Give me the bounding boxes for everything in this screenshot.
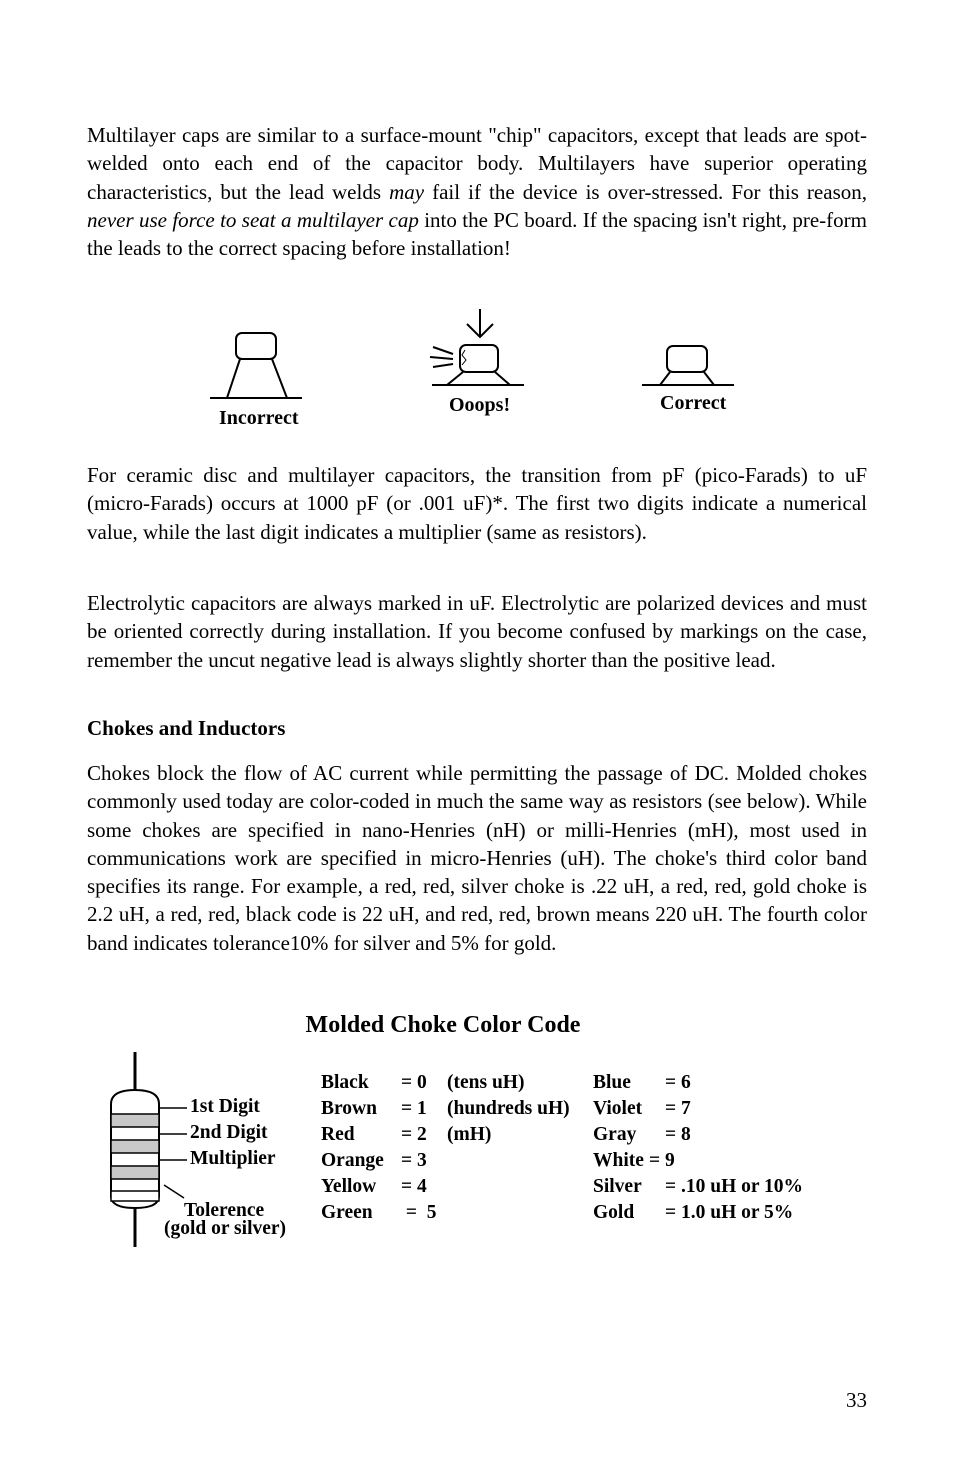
paragraph-electrolytic: Electrolytic capacitors are always marked in uF. Electrolytic are polarized devices and must be oriented correctly during installation. If you become confused by markings on the case, remember the uncut negative lead is always slightly shorter than the positive lead.: [87, 591, 867, 672]
band-second: [111, 1140, 159, 1153]
band-label-tolerance-note: (gold or silver): [164, 1218, 287, 1239]
code-row-violet: Violet = 7: [593, 1098, 691, 1119]
correct-capacitor-body: [667, 346, 707, 372]
label-correct: Correct: [660, 392, 727, 414]
band-first: [111, 1114, 159, 1127]
code-row-blue: Blue = 6: [593, 1072, 691, 1093]
paragraph-chokes: Chokes block the flow of AC current while permitting the passage of DC. Molded chokes commonly used today are color-coded in much the same way as resistors (see below). While some chokes are specified in nano-Henries (nH) or milli-Henries (mH), most used in communications work are specified in micro-Henries (uH). The choke's third color band specifies its range. For example, a red, red, silver choke is .22 uH, a red, red, gold choke is 2.2 uH, a red, red, black code is 22 uH, and red, red, brown means 220 uH. The fourth color band indicates tolerance10% for silver and 5% for gold.: [87, 761, 867, 955]
code-row-red: Red = 2 (mH): [321, 1124, 492, 1145]
code-row-gray: Gray = 8: [593, 1124, 691, 1145]
label-ooops: Ooops!: [449, 394, 511, 416]
page-number: 33: [846, 1388, 867, 1412]
band-label-second: 2nd Digit: [190, 1122, 268, 1143]
section-heading: Chokes and Inductors: [87, 716, 286, 740]
code-row-green: Green = 5: [321, 1202, 437, 1223]
code-row-orange: Orange = 3: [321, 1150, 427, 1171]
band-tolerance: [111, 1191, 159, 1201]
code-row-gold: Gold = 1.0 uH or 5%: [593, 1202, 794, 1223]
paragraph-multilayer: Multilayer caps are similar to a surface-mount "chip" capacitors, except that leads are spot-welded onto each end of the capacitor body. Multilayers have superior operating characteristics, but the lead welds may fail if the device is over-stressed. For this reason, never use force to seat a multilayer cap into the PC board. If the spacing isn't right, pre-form the leads to the correct spacing before installation!: [87, 123, 867, 261]
code-row-silver: Silver = .10 uH or 10%: [593, 1176, 804, 1197]
emphasis-warning: never use force to seat a multilayer cap: [87, 207, 419, 232]
paragraph-ceramic: For ceramic disc and multilayer capacitors, the transition from pF (pico-Farads) to uF (micro-Farads) occurs at 1000 pF (or .001 uF)*. The first two digits indicate a numerical value, while the last digit indicates a multiplier (same as resistors).: [87, 463, 867, 544]
band-multiplier: [111, 1166, 159, 1179]
ooops-capacitor-body: [460, 345, 498, 372]
choke-color-code-title: Molded Choke Color Code: [305, 1012, 581, 1038]
band-label-tolerance: Tolerence: [184, 1200, 265, 1221]
code-row-black: Black = 0 (tens uH): [321, 1072, 525, 1093]
incorrect-capacitor-body: [236, 333, 276, 359]
label-incorrect: Incorrect: [219, 407, 299, 429]
code-row-yellow: Yellow = 4: [321, 1176, 427, 1197]
emphasis-may: may: [389, 179, 425, 204]
band-label-multiplier: Multiplier: [190, 1148, 276, 1169]
code-row-brown: Brown = 1 (hundreds uH): [321, 1098, 570, 1119]
code-row-white: White = 9: [593, 1150, 675, 1171]
band-label-first: 1st Digit: [190, 1096, 260, 1117]
